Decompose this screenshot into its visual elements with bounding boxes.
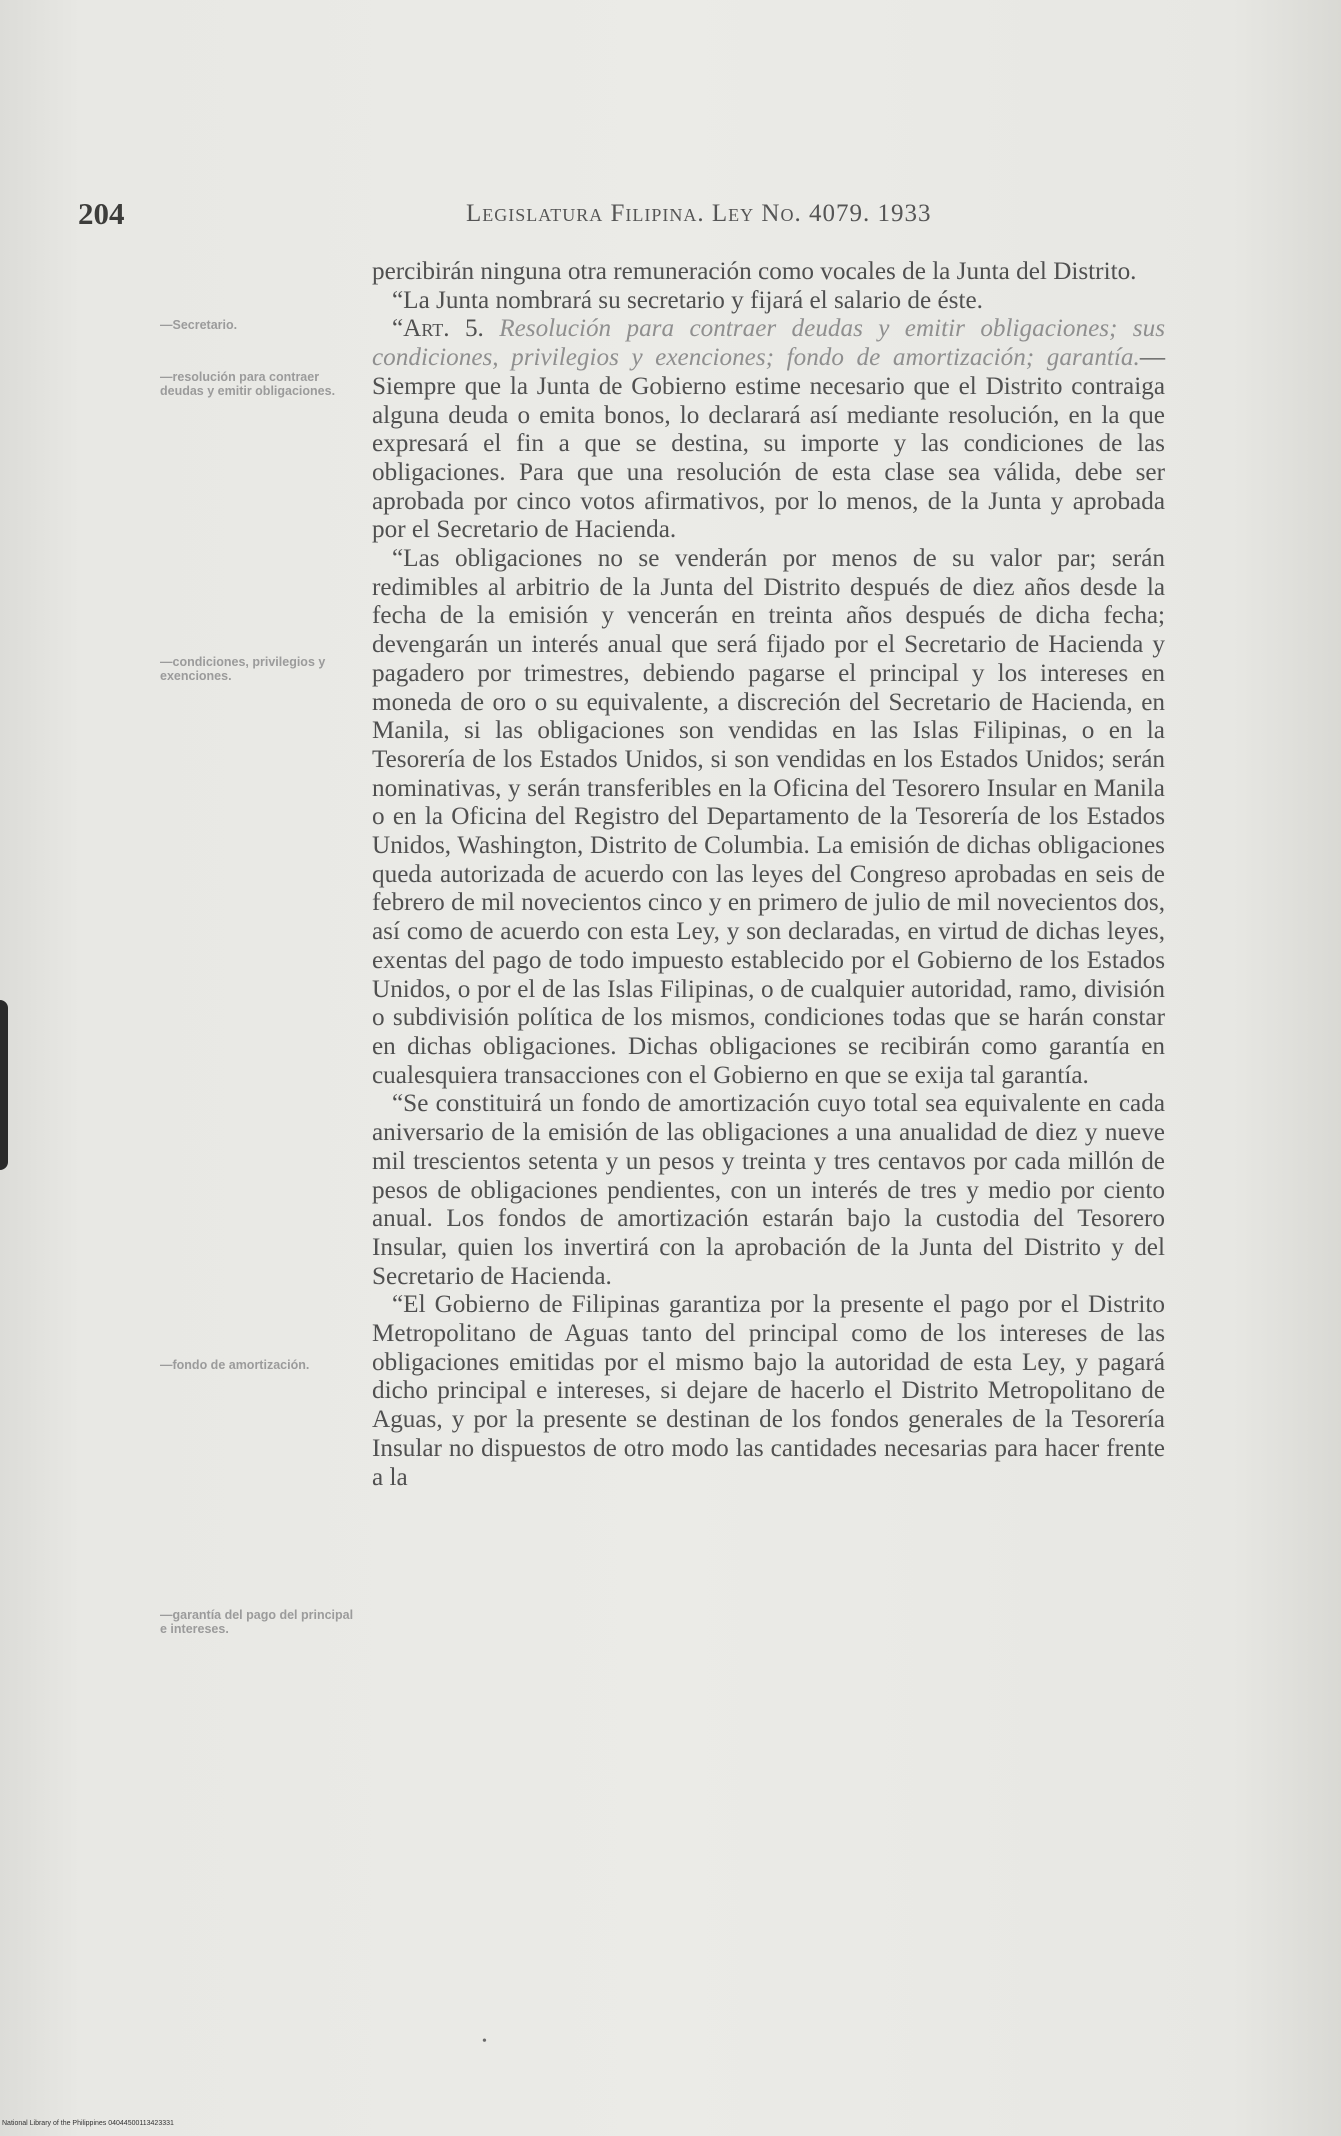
article-number: “Art. 5. bbox=[392, 315, 484, 343]
paragraph-2: “La Junta nombrará su secretario y fijará el salario de éste. bbox=[392, 286, 983, 314]
paragraph-garantia: “El Gobierno de Filipinas garantiza por la presente el pago por el Distrito Metropolitano de Aguas tanto del principal como de los intereses de las obligaciones emitidas por el mismo bajo la autoridad de esta Ley, y pagará dicho principal e intereses, si dejare de hacerlo el Distrito Metropolitano de Aguas, y por la presente se destinan de los fondos generales de la Tesorería Insular no dispuestos de otro modo las cantidades necesarias para hacer frente a la bbox=[372, 1291, 1165, 1491]
binding-shadow bbox=[0, 1000, 8, 1170]
running-head: Legislatura Filipina. Ley No. 4079. 1933 bbox=[466, 200, 932, 227]
paragraph-obligaciones: “Las obligaciones no se venderán por menos de su valor par; serán redimibles al arbitrio de la Junta del Distrito después de diez años desde la fecha de la emisión y vencerán en treinta años después de dicha fecha; devengarán un interés anual que será fijado por el Secretario de Hacienda y pagadero por trimestres, debiendo pagarse el principal y los intereses en moneda de oro o su equivalente, a discreción del Secretario de Hacienda, en Manila, si las obligaciones son vendidas en las Islas Filipinas, o en la Tesorería de los Estados Unidos, si son vendidas en los Estados Unidos; serán nominativas, y serán transferibles en la Oficina del Tesorero Insular en Manila o en la Oficina del Registro del Departamento de la Tesorería de los Estados Unidos, Washington, Distrito de Columbia. La emisión de dichas obligaciones queda autorizada de acuerdo con las leyes del Congreso aprobadas en seis de febrero de mil novecientos cinco y en primero de julio de mil novecientos dos, así como de acuerdo con esta Ley, y son declaradas, en virtud de dichas leyes, exentas del pago de todo impuesto establecido por el Gobierno de los Estados Unidos, o por el de las Islas Filipinas, o de cualquier autoridad, ramo, división o subdivisión política de los mismos, condiciones todas que se harán constar en dichas obligaciones. Dichas obligaciones se recibirán como garantía en cualesquiera transacciones con el Gobierno en que se exija tal garantía. bbox=[372, 545, 1165, 1089]
library-imprint: National Library of the Philippines 04044500113423331 bbox=[2, 2120, 174, 2127]
paragraph-1: percibirán ninguna otra remuneración como vocales de la Junta del Distrito. bbox=[372, 258, 1137, 285]
margin-note-resolucion: —resolución para contraer deudas y emitir obligaciones. bbox=[160, 370, 336, 398]
body-column bbox=[372, 258, 1165, 1492]
margin-note-fondo: —fondo de amortización. bbox=[160, 1358, 310, 1372]
margin-note-secretario: —Secretario. bbox=[160, 318, 238, 332]
margin-note-condiciones: —condiciones, privilegios y exenciones. bbox=[160, 655, 326, 683]
footer-mark: • bbox=[482, 2034, 487, 2049]
article-title: Resolución para contraer deudas y emitir obligaciones; sus condiciones, privilegios y exenciones; fondo de amortización; garantía. bbox=[372, 315, 1166, 372]
margin-note-garantia: —garantía del pago del principal e intereses. bbox=[160, 1608, 354, 1636]
paragraph-article-5 bbox=[372, 315, 1165, 545]
article-text: —Siempre que la Junta de Gobierno estime necesario que el Distrito contraiga alguna deuda o emita bonos, lo declarará así mediante resolución, en la que expresará el fin a que se destina, su importe y las condiciones de las obligaciones. Para que una resolución de esta clase sea válida, debe ser aprobada por cinco votos afirmativos, por lo menos, de la Junta y aprobada por el Secretario de Hacienda. bbox=[372, 344, 1165, 544]
paragraph-fondo: “Se constituirá un fondo de amortización cuyo total sea equivalente en cada aniversario de la emisión de las obligaciones a una anualidad de diez y nueve mil trescientos setenta y un pesos y treinta y tres centavos por cada millón de pesos de obligaciones pendientes, con un interés de tres y medio por ciento anual. Los fondos de amortización estarán bajo la custodia del Tesorero Insular, quien los invertirá con la aprobación de la Junta del Distrito y del Secretario de Hacienda. bbox=[372, 1090, 1165, 1290]
page-number: 204 bbox=[78, 196, 125, 231]
